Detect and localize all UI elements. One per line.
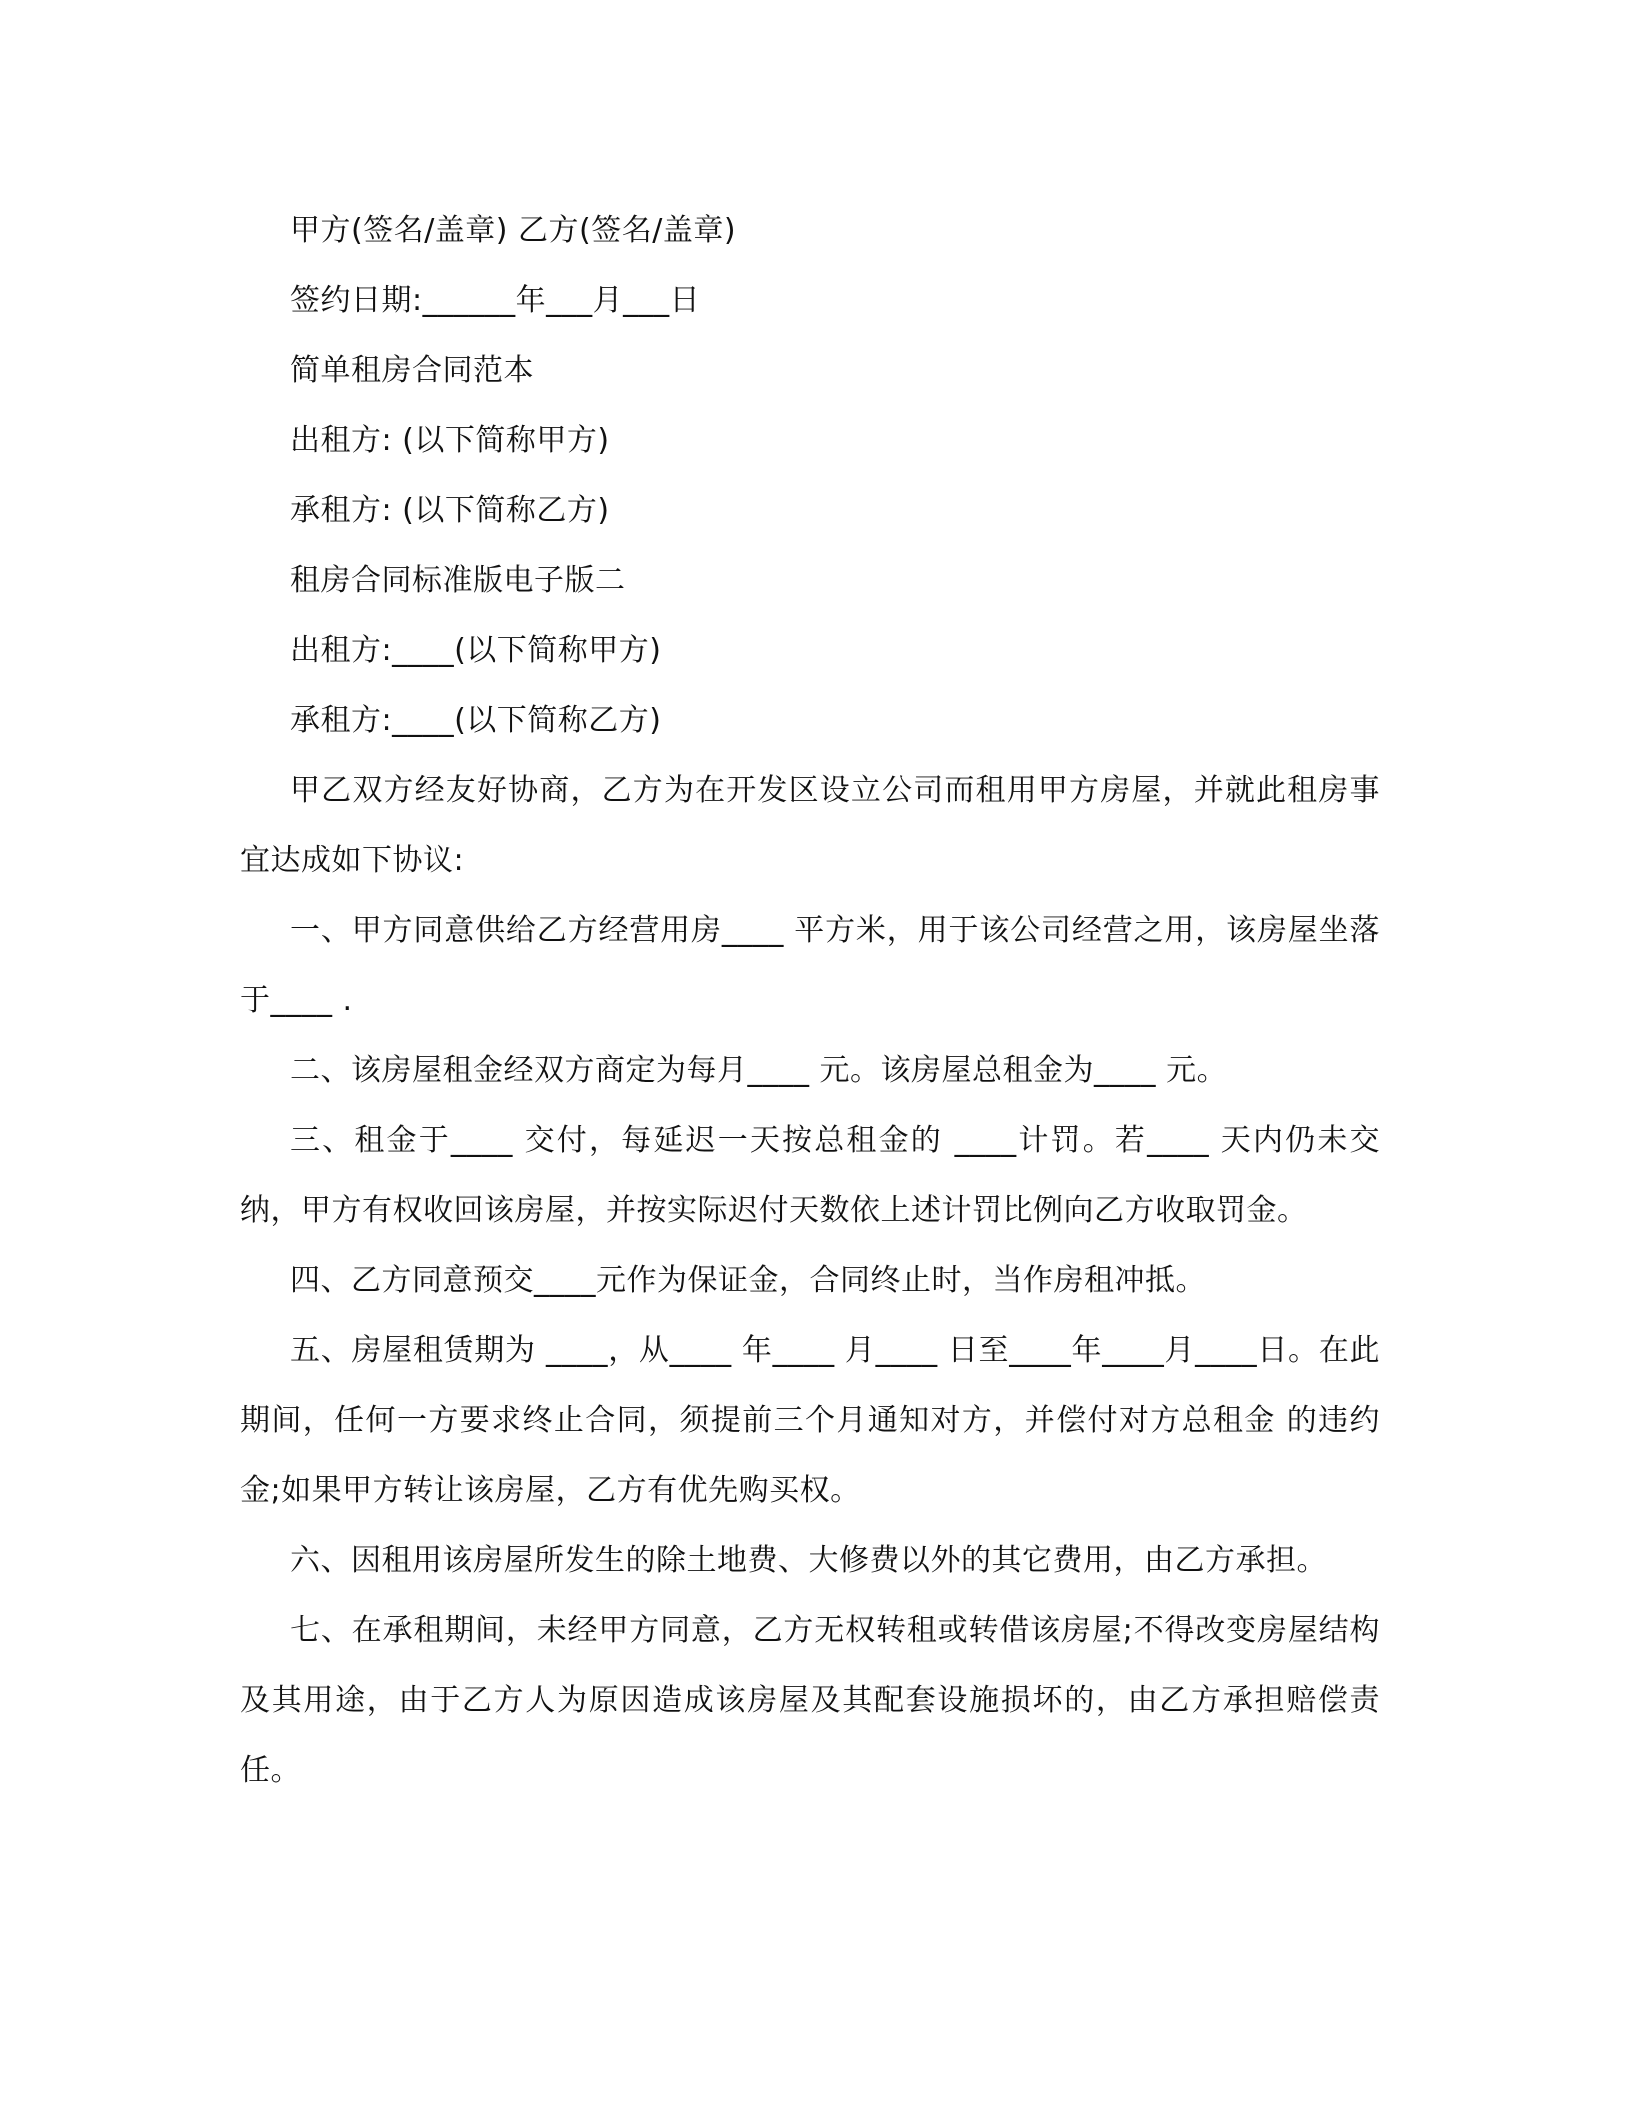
signature-line: 甲方(签名/盖章) 乙方(签名/盖章) <box>290 213 737 248</box>
lessee-line: 承租方:____(以下简称乙方) <box>290 703 662 738</box>
clause-paragraph: 二、该房屋租金经双方商定为每月____ 元。该房屋总租金为____ 元。 <box>290 1053 1228 1088</box>
clause-paragraph: 一、甲方同意供给乙方经营用房____ 平方米，用于该公司经营之用，该房屋坐落于____ . <box>240 913 1380 1018</box>
clause-paragraph: 五、房屋租赁期为 ____，从____ 年____ 月____ 日至____年____月____日。在此期间，任何一方要求终止合同，须提前三个月通知对方，并偿付对方总租金 的违约金;如果甲方转让该房屋，乙方有优先购买权。 <box>240 1333 1380 1508</box>
clause-paragraph: 四、乙方同意预交____元作为保证金，合同终止时，当作房租冲抵。 <box>290 1263 1206 1298</box>
clause-paragraph: 六、因租用该房屋所发生的除土地费、大修费以外的其它费用，由乙方承担。 <box>290 1543 1327 1578</box>
clause-paragraph: 七、在承租期间，未经甲方同意，乙方无权转租或转借该房屋;不得改变房屋结构及其用途，由于乙方人为原因造成该房屋及其配套设施损坏的，由乙方承担赔偿责任。 <box>240 1613 1380 1788</box>
section-title: 简单租房合同范本 <box>290 353 534 388</box>
document-body <box>240 196 1380 1806</box>
section-title: 租房合同标准版电子版二 <box>290 563 626 598</box>
preamble-paragraph: 甲乙双方经友好协商，乙方为在开发区设立公司而租用甲方房屋，并就此租房事宜达成如下协议: <box>240 773 1380 878</box>
lessor-line: 出租方:____(以下简称甲方) <box>290 633 662 668</box>
lessee-line: 承租方: (以下简称乙方) <box>290 493 610 528</box>
clause-paragraph: 三、租金于____ 交付，每延迟一天按总租金的 ____计罚。若____ 天内仍未交纳，甲方有权收回该房屋，并按实际迟付天数依上述计罚比例向乙方收取罚金。 <box>240 1123 1380 1228</box>
signing-date: 签约日期:______年___月___日 <box>290 283 701 318</box>
lessor-line: 出租方: (以下简称甲方) <box>290 423 610 458</box>
